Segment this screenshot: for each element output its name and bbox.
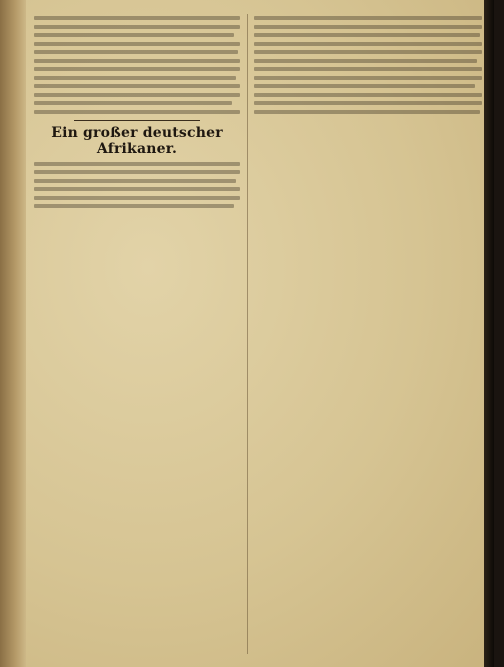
text-line <box>254 33 480 37</box>
text-line <box>254 16 482 20</box>
text-line <box>34 196 240 200</box>
text-line <box>254 50 482 54</box>
text-line <box>34 204 234 208</box>
text-line <box>254 93 482 97</box>
text-line <box>34 67 240 71</box>
column-left <box>34 14 240 654</box>
text-line <box>254 42 482 46</box>
text-line <box>34 25 240 29</box>
text-line <box>34 84 240 88</box>
text-line <box>34 93 240 97</box>
text-line <box>34 187 240 191</box>
text-line <box>34 50 238 54</box>
text-line <box>254 84 475 88</box>
column-divider <box>247 14 248 654</box>
text-line <box>254 59 477 63</box>
article-headline: Ein großer deutscher Afrikaner. <box>51 125 223 158</box>
page-edge-shadow <box>484 0 494 667</box>
text-line <box>34 170 240 174</box>
text-line <box>34 16 240 20</box>
section-rule <box>74 120 200 121</box>
column-right <box>254 14 482 654</box>
text-line <box>254 110 480 114</box>
text-line <box>34 101 232 105</box>
text-line <box>34 162 240 166</box>
text-line <box>34 42 240 46</box>
text-line <box>34 110 240 114</box>
text-line <box>254 67 482 71</box>
text-line <box>254 25 482 29</box>
text-line <box>34 33 234 37</box>
text-line <box>34 76 236 80</box>
page-binding <box>0 0 26 667</box>
text-line <box>254 101 482 105</box>
text-line <box>34 59 240 63</box>
text-line <box>254 76 482 80</box>
text-line <box>34 179 236 183</box>
